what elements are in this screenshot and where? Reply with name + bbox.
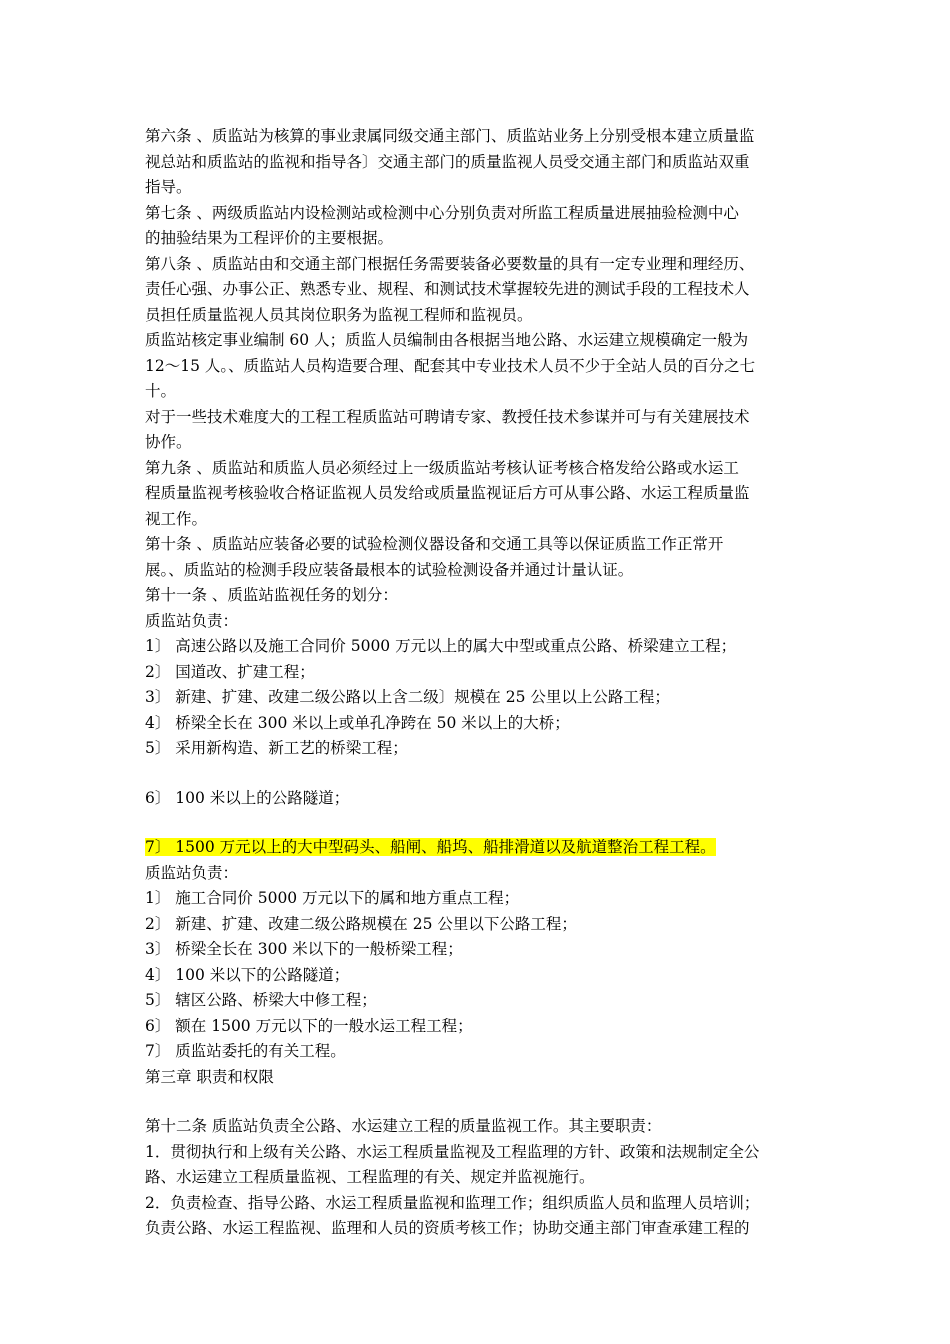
text-line: 2．负责检查、指导公路、水运工程质量监视和监理工作；组织质监人员和监理人员培训；	[145, 1193, 760, 1212]
list-item: 1〕 高速公路以及施工合同价 5000 万元以上的属大中型或重点公路、桥梁建立工程；	[145, 637, 737, 655]
text-line: 第九条 、质监站和质监人员必须经过上一级质监站考核认证考核合格发给公路或水运工	[145, 458, 739, 477]
list-item: 1〕 施工合同价 5000 万元以下的属和地方重点工程；	[145, 889, 520, 907]
text-line: 程质量监视考核验收合格证监视人员发给或质量监视证后方可从事公路、水运工程质量监	[145, 484, 750, 502]
list-item: 4〕 100 米以下的公路隧道；	[145, 965, 350, 984]
text-line: 负责公路、水运工程监视、监理和人员的资质考核工作；协助交通主部门审查承建工程的	[145, 1219, 750, 1237]
blank-line	[145, 762, 825, 786]
list-item: 7〕 质监站委托的有关工程。	[145, 1042, 346, 1060]
list-item: 5〕 采用新构造、新工艺的桥梁工程；	[145, 739, 408, 757]
text-line: 十。	[145, 382, 177, 400]
text-line: 路、水运建立工程质量监视、工程监理的有关、规定并监视施行。	[145, 1168, 595, 1186]
list-item: 6〕 额在 1500 万元以下的一般水运工程工程；	[145, 1016, 473, 1035]
text-line: 质监站负责：	[145, 863, 239, 882]
list-item: 2〕 新建、扩建、改建二级公路规模在 25 公里以下公路工程；	[145, 914, 577, 933]
text-line: 12～15 人。、质监站人员构造要合理、配套其中专业技术人员不少于全站人员的百分之七	[145, 356, 756, 375]
list-item: 6〕 100 米以上的公路隧道；	[145, 788, 350, 807]
text-line: 第十二条 质监站负责全公路、水运建立工程的质量监视工作。其主要职责：	[145, 1117, 662, 1135]
text-line: 责任心强、办事公正、熟悉专业、规程、和测试技术掌握较先进的测试手段的工程技术人	[145, 280, 750, 298]
text-line: 视工作。	[145, 509, 208, 528]
list-item: 4〕 桥梁全长在 300 米以上或单孔净跨在 50 米以上的大桥；	[145, 713, 570, 732]
text-line: 质监站负责：	[145, 611, 239, 630]
highlighted-text: 7〕 1500 万元以上的大中型码头、船闸、船坞、船排滑道以及航道整治工程工程。	[145, 838, 716, 856]
text-line: 对于一些技术难度大的工程工程质监站可聘请专家、教授任技术参谋并可与有关建展技术	[145, 407, 750, 426]
list-item: 3〕 桥梁全长在 300 米以下的一般桥梁工程；	[145, 940, 463, 958]
list-item: 3〕 新建、扩建、改建二级公路以上含二级〕规模在 25 公里以上公路工程；	[145, 688, 670, 706]
text-line: 第十条 、质监站应装备必要的试验检测仪器设备和交通工具等以保证质监工作正常开	[145, 535, 724, 553]
blank-line	[145, 1090, 825, 1114]
text-line: 的抽验结果为工程评价的主要根据。	[145, 229, 394, 247]
text-line: 协作。	[145, 433, 192, 451]
text-line: 员担任质量监视人员其岗位职务为监视工程师和监视员。	[145, 305, 533, 324]
list-item: 5〕 辖区公路、桥梁大中修工程；	[145, 991, 377, 1009]
document-page	[145, 124, 825, 1242]
text-line: 视总站和质监站的监视和指导各〕交通主部门的质量监视人员受交通主部门和质监站双重	[145, 152, 750, 171]
text-line: 质监站核定事业编制 60 人；质监人员编制由各根据当地公路、水运建立规模确定一般为	[145, 331, 749, 349]
text-line: 第八条 、质监站由和交通主部门根据任务需要装备必要数量的具有一定专业理和理经历、	[145, 254, 755, 273]
text-line: 第六条 、质监站为核算的事业隶属同级交通主部门、质监站业务上分别受根本建立质量监	[145, 127, 755, 145]
text-line: 展。、质监站的检测手段应装备最根本的试验检测设备并通过计量认证。	[145, 560, 634, 579]
text-line: 第七条 、两级质监站内设检测站或检测中心分别负责对所监工程质量进展抽验检测中心	[145, 203, 739, 222]
text-line: 第十一条 、质监站监视任务的划分：	[145, 586, 398, 604]
text-line: 指导。	[145, 178, 192, 196]
highlighted-line	[145, 835, 825, 861]
blank-line	[145, 811, 825, 835]
text-line: 1．贯彻执行和上级有关公路、水运工程质量监视及工程监理的方针、政策和法规制定全公	[145, 1142, 760, 1161]
list-item: 2〕 国道改、扩建工程；	[145, 662, 315, 681]
chapter-heading: 第三章 职责和权限	[145, 1067, 274, 1086]
